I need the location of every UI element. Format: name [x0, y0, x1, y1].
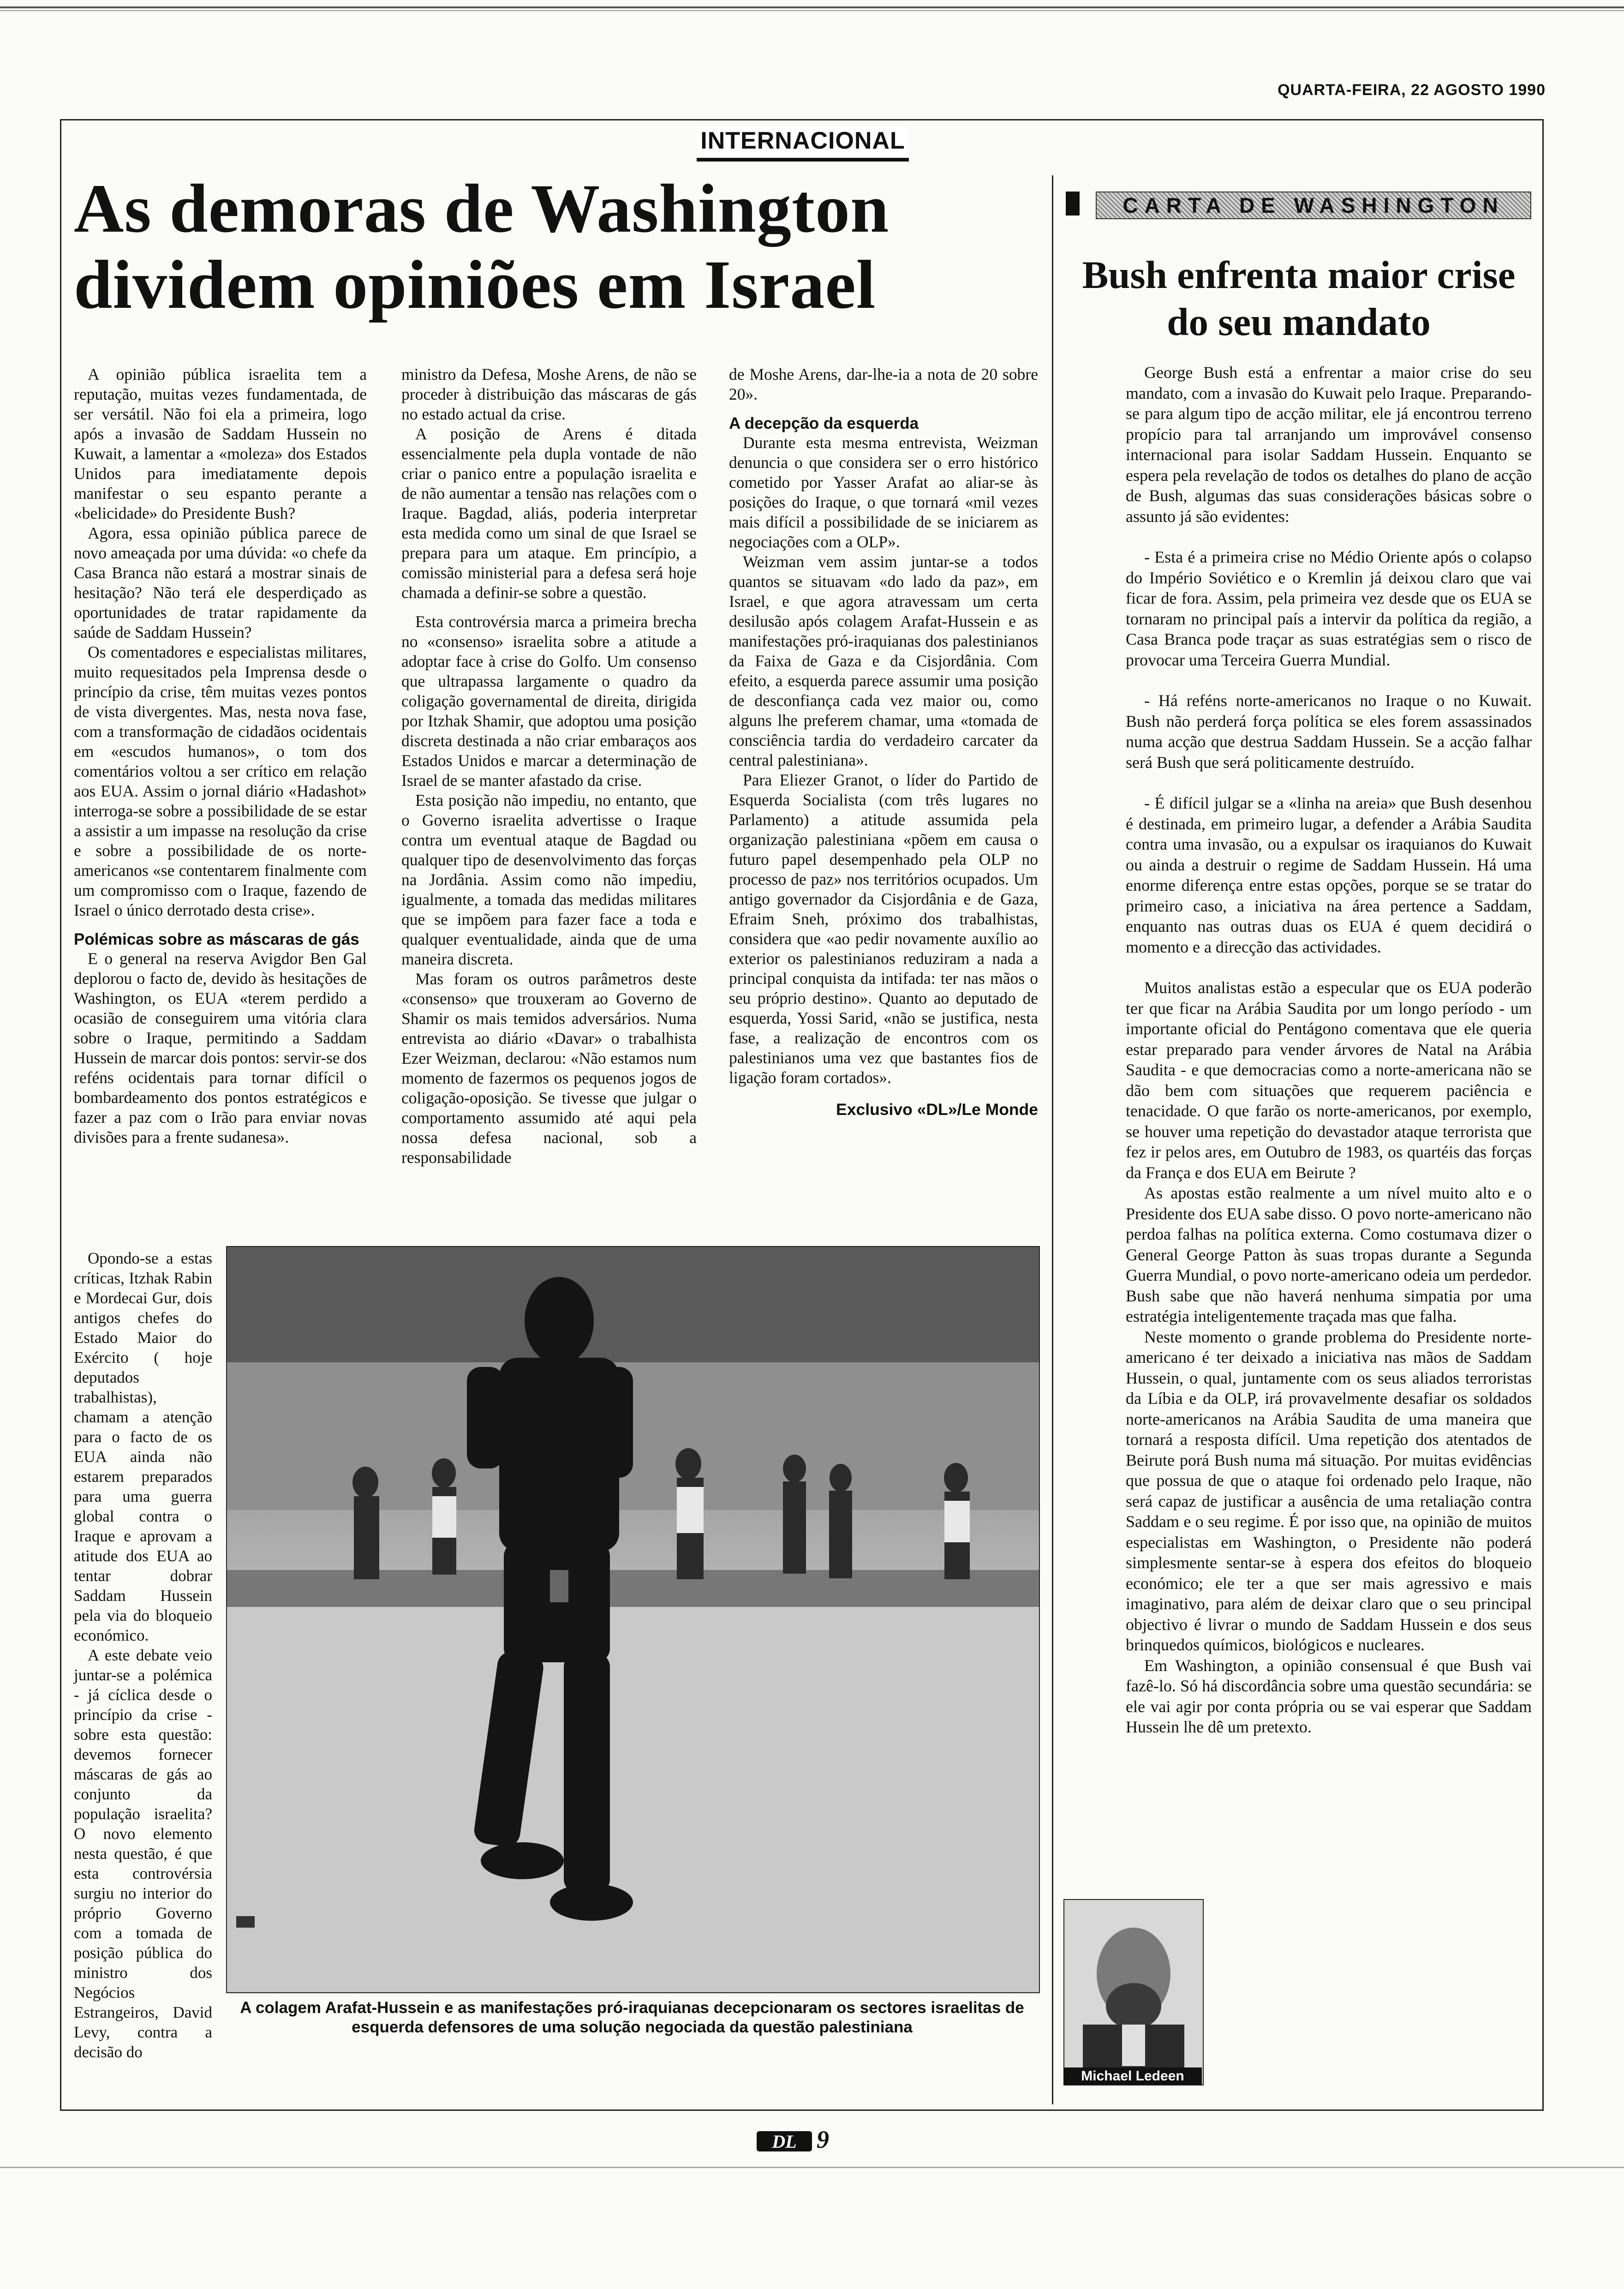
article-headline: As demoras de Washington dividem opiniões em Israel — [74, 170, 890, 323]
paragraph: E o general na reserva Avigdor Ben Gal deplorou o facto de, devido às hesitações de Washington, os EUA «terem perdido a ocasião de conseguirem uma vitória clara sobre o Iraque, permitindo a Saddam Hussein de marcar dois pontos: servir-se dos reféns ocidentais para tornar difícil o bombardeamento dos pontos estratégicos e fazer a paz com o Irão para enviar novas divisões para a frente sudanesa». — [74, 949, 367, 1146]
top-rule-secondary — [0, 10, 1624, 11]
author-name: Michael Ledeen — [1063, 2067, 1202, 2085]
paragraph: Durante esta mesma entrevista, Weizman denuncia o que considera ser o erro histórico cometido por Yasser Arafat ao aliar-se às posições do Iraque, o que tornará «mil vezes mais difícil a possibilidade de se iniciarem as negociações com a OLP». — [729, 433, 1038, 551]
subhead-gas-masks: Polémicas sobre as máscaras de gás — [74, 930, 359, 948]
paragraph: Os comentadores e especialistas militares, muito requesitados pela Imprensa desde o princípio da crise, têm muitas vezes pontos de vista divergentes. Mas, nesta nova fase, com a transformação de cidadãos ocidentais em «escudos humanos», o tom dos comentários voltou a ser crítico em relação aos EUA. Assim o jornal diário «Hadashot» interroga-se sobre a possibilidade de se estar a assistir a um impasse na resolução da crise e sobre a possibilidade de os norte-americanos «se contentarem finalmente com um compromisso com o Iraque, fazendo de Israel o único derrotado desta crise». — [74, 643, 367, 919]
paragraph: Esta posição não impediu, no entanto, que o Governo israelita advertisse o Iraque contra um eventual ataque de Bagdad ou qualquer tipo de desenvolvimento das forças na Jordânia. Assim como não impediu, igualmente, a tomada das medidas militares que se impõem para fazer face a toda e qualquer eventualidade, ainda que de uma maneira discreta. — [401, 791, 697, 968]
paragraph: - Há reféns norte-americanos no Iraque o no Kuwait. Bush não perderá força política se eles forem assassinados numa acção que destrua Saddam Hussein. Se a acção falhar será Bush que será politicamente destruído. — [1126, 691, 1532, 772]
paragraph: de Moshe Arens, dar-lhe-ia a nota de 20 sobre 20». — [729, 365, 1038, 403]
paragraph: A este debate veio juntar-se a polémica - já cíclica desde o princípio da crise - sobre esta questão: devemos fornecer máscaras de gás ao conjunto da população israelita? O novo elemento nesta questão, é que esta controvérsia surgiu no interior do próprio Governo com a tomada de posição pública do ministro dos Negócios Estrangeiros, David Levy, contra a decisão do — [74, 1646, 212, 2061]
paragraph: Muitos analistas estão a especular que os EUA poderão ter que ficar na Arábia Saudita por um longo período - um importante oficial do Pentágono comentava que ele queria estar preparado para vender árvores de Natal na Arábia Saudita - e que democracias como a norte-americana não se dão bem com situações que requerem paciência e tenacidade. O que farão os norte-americanos, por exemplo, se houver uma repetição do devastador ataque terrorista que fez ir pelos ares, em Outubro de 1983, os quartéis das forças da França e dos EUA em Beirute ? — [1126, 978, 1532, 1182]
paragraph: ministro da Defesa, Moshe Arens, de não se proceder à distribuição das máscaras de gás no estado actual da crise. — [401, 365, 697, 423]
sidebar-headline: Bush enfrenta maior crise do seu mandato — [1082, 253, 1516, 344]
author-portrait-image — [1064, 1900, 1203, 2085]
paragraph: Weizman vem assim juntar-se a todos quantos se situavam «do lado da paz», em Israel, e que agora atravessam um certa desilusão após colagem Arafat-Hussein e as manifestações pró-iraquianas dos palestinianos da Faixa de Gaza e da Cisjordânia. Com efeito, a esquerda parece assumir uma posição de desconfiança cada vez maior ou, como alguns lhe preferem chamar, uma «tomada de consciência tardia do verdadeiro carcater da central palestiniana». — [729, 552, 1038, 769]
article-column-2 — [401, 365, 697, 1168]
section-label: INTERNACIONAL — [697, 126, 909, 162]
top-rule — [0, 6, 1624, 8]
sidebar-body — [1126, 362, 1532, 1738]
paragraph: As apostas estão realmente a um nível muito alto e o Presidente dos EUA sabe disso. O povo norte-americano não perdoa falhas na política externa. Como costumava dizer o General George Patton às suas tropas durante a Segunda Guerra Mundial, o povo norte-americano odeia um perdedor. Bush sabe que não haverá nenhuma simpatia por uma estratégia inteligentemente traçada mas que falha. — [1126, 1184, 1532, 1325]
article-column-3 — [729, 365, 1038, 1120]
paragraph: Em Washington, a opinião consensual é que Bush vai fazê-lo. Só há discordância sobre uma questão secundária: se ele vai agir por conta própria ou se vai esperar que Saddam Hussein lhe dê um pretexto. — [1126, 1656, 1532, 1736]
subhead-left-disappointment: A decepção da esquerda — [729, 414, 919, 432]
article-credit: Exclusivo «DL»/Le Monde — [836, 1100, 1038, 1119]
paragraph: A opinião pública israelita tem a reputação, muitas vezes fundamentada, de ser versátil. Não foi ela a primeira, logo após a invasão de Saddam Hussein no Kuwait, a lamentar a «moleza» dos Estados Unidos para imediatamente depois manifestar o seu espanto perante a «belicidade» do Presidente Bush? — [74, 365, 367, 522]
article-column-1 — [74, 365, 367, 1147]
masthead-logo-text: DL — [772, 2131, 797, 2152]
paragraph: Opondo-se a estas críticas, Itzhak Rabin e Mordecai Gur, dois antigos chefes do Estado Maior do Exército ( hoje deputados trabalhistas), chamam a atenção para o facto de os EUA ainda não estarem preparados para uma guerra global contra o Iraque e aprovam a atitude dos EUA ao tentar dobrar Saddam Hussein pela via do bloqueio económico. — [74, 1249, 212, 1644]
paragraph: George Bush está a enfrentar a maior crise do seu mandato, com a invasão do Kuwait pelo Iraque. Preparando-se para algum tipo de acção militar, ele já encontrou terreno propício para tal arranjando um improvável consenso internacional para isolar Saddam Hussein. Enquanto se espera pela revelação de todos os detalhes do plano de acção de Bush, algumas das suas considerações básicas sobre o assunto já são evidentes: — [1126, 363, 1532, 526]
bottom-rule — [0, 2167, 1624, 2168]
paragraph: Agora, essa opinião pública parece de novo ameaçada por uma dúvida: «o chefe da Casa Branca não estará a mostrar sinais de hesitação? Não terá ele desperdiçado as oportunidades de tratar rapidamente da saúde de Saddam Hussein? — [74, 524, 367, 641]
photo-caption: A colagem Arafat-Hussein e as manifestações pró-iraquianas decepcionaram os sectores israelitas de esquerda defensores de uma solução negociada da questão palestiniana — [240, 1999, 1024, 2036]
author-portrait — [1063, 1899, 1204, 2085]
sidebar-label: CARTA DE WASHINGTON — [1096, 192, 1531, 219]
article-column-1-narrow — [74, 1248, 212, 2062]
paragraph: - Esta é a primeira crise no Médio Oriente após o colapso do Império Soviético e o Kremlin já deixou claro que vai ficar de fora. Assim, pela primeira vez desde que os EUA se tornaram no principal país a intervir da política da região, a Casa Branca pode traçar as suas estratégias sem o risco de provocar uma Terceira Guerra Mundial. — [1126, 548, 1532, 669]
paragraph: A posição de Arens é ditada essencialmente pela dupla vontade de não criar o panico entre a população israelita e de não aumentar a tensão nas relações com o Iraque. Bagdad, aliás, poderia interpretar esta medida como um sinal de que Israel se prepara para um ataque. Em princípio, a comissão ministerial para a defesa será hoje chamada a definir-se sobre a questão. — [401, 425, 697, 602]
paragraph: Mas foram os outros parâmetros deste «consenso» que trouxeram ao Governo de Shamir os mais temidos adversários. Numa entrevista ao diário «Davar» o trabalhista Ezer Weizman, declarou: «Não estamos num momento de fazermos os pequenos jogos de coligação-oposição. Se tivesse que julgar o comportamento assumido até aqui pela nossa defesa nacional, sob a responsabilidade — [401, 970, 697, 1167]
paragraph: - É difícil julgar se a «linha na areia» que Bush desenhou é destinada, em primeiro lugar, a defender a Arábia Saudita contra uma invasão, ou a expulsar os iraquianos do Kuwait ou ainda a destruir o regime de Saddam Hussein. Há uma enorme diferença entre estas opções, porque se se tratar do primeiro caso, a iniciativa na área pertence a Saddam, enquanto nas outras duas os EUA é quem decidirá o momento e a direcção das actividades. — [1126, 794, 1532, 956]
paragraph: Para Eliezer Granot, o líder do Partido de Esquerda Socialista (com três lugares no Parlamento) a atitude assumida pela organização palestiniana «põem em causa o futuro papel desempenhado pela OLP no processo de paz» nos territórios ocupados. Um antigo governador da Cisjordânia e de Gaza, Efraim Sneh, próximo dos trabalhistas, considera que «ao pedir novamente auxílio ao exterior os palestinianos reduziram a nada a principal conquista da intifada: ter nas mãos o seu próprio destino». Quanto ao deputado de esquerda, Yossi Sarid, «não se justifica, nesta fase, a realização de encontros com os palestinianos uma vez que bastantes fios de ligação foram cortados». — [729, 771, 1038, 1087]
photo-illustration — [227, 1247, 1039, 1992]
paragraph: Esta controvérsia marca a primeira brecha no «consenso» israelita sobre a atitude a adoptar face à crise do Golfo. Um consenso que ultrapassa largamente o quadro da coligação governamental de direita, dirigida por Itzhak Shamir, que adoptou uma posição discreta destinada a não criar embaraços aos Estados Unidos e marcar a determinação de Israel de se manter afastado da crise. — [401, 612, 697, 790]
dateline: QUARTA-FEIRA, 22 AGOSTO 1990 — [1278, 81, 1546, 99]
sidebar-label-marker — [1066, 192, 1080, 216]
page-number: 9 — [817, 2126, 829, 2153]
paragraph: Neste momento o grande problema do Presidente norte-americano é ter deixado a iniciativa nas mãos de Saddam Hussein, o qual, juntamente com os seus aliados terroristas da Líbia e da OLP, irá provavelmente desafiar os soldados norte-americanos na Arábia Saudita de uma maneira que tornará a resposta difícil. Uma repetição dos atentados de Beirute porá Bush numa má situação. Por muitas evidências que possua de que o ataque foi ordenado pelo Iraque, não será capaz de justificar a ausência de uma retaliação contra Saddam e o seu regime. É por isso que, na opinião de muitos especialistas em Washington, o Presidente não poderá simplesmente sentar-se à espera dos efeitos do bloqueio económico; ele ter a que ser mais agressivo e mais imaginativo, para além de deixar claro que o seu principal objectivo é livrar o mundo de Saddam Hussein e dos seus brinquedos químicos, biológicos e nucleares. — [1126, 1327, 1532, 1654]
masthead-logo-icon — [757, 2127, 849, 2155]
news-photo — [226, 1246, 1040, 1993]
